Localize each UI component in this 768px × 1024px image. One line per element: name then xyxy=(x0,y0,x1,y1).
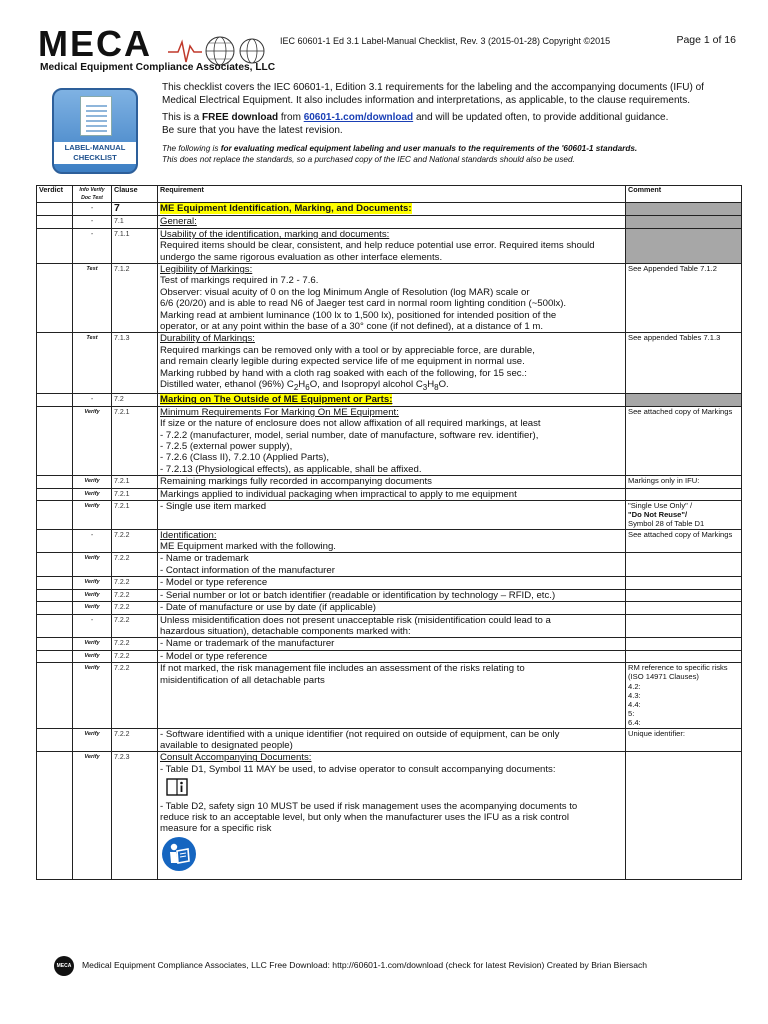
requirement-cell: Markings applied to individual packaging when impractical to apply to me equipment xyxy=(158,488,626,500)
header-comment: Comment xyxy=(626,186,742,203)
info-cell: - xyxy=(73,203,112,216)
clause-cell: 7.2.2 xyxy=(112,663,158,728)
comment-line: 4.4: xyxy=(628,699,641,709)
document-icon xyxy=(80,96,112,136)
requirement-cell xyxy=(158,333,626,394)
comment-cell[interactable] xyxy=(626,614,742,638)
comment-cell[interactable] xyxy=(626,216,742,228)
table-row xyxy=(37,602,742,614)
download-link[interactable]: 60601-1.com/download xyxy=(303,112,414,124)
clause-cell: 7.2.2 xyxy=(112,553,158,577)
requirement-line: hazardous situation), detachable components marked with: xyxy=(160,625,411,637)
chemical-line xyxy=(160,379,449,390)
table-row xyxy=(37,394,742,406)
clause-cell: 7.2.1 xyxy=(112,501,158,530)
verdict-cell[interactable] xyxy=(37,589,73,601)
table-row xyxy=(37,488,742,500)
info-cell: - xyxy=(73,529,112,553)
requirement-cell: - Model or type reference xyxy=(158,577,626,589)
checklist-banner xyxy=(54,142,136,164)
clause-cell: 7.1.3 xyxy=(112,333,158,394)
meca-logo xyxy=(36,23,276,76)
verdict-cell[interactable] xyxy=(37,614,73,638)
table-row xyxy=(37,728,742,752)
requirement-cell xyxy=(158,663,626,728)
info-cell: Verify xyxy=(73,501,112,530)
requirement-title: General: xyxy=(160,216,197,228)
requirement-line: operator, or at any point within the base of a 30° cone (if not defined), at a distance of 1 m. xyxy=(160,321,544,333)
note-text-2: This does not replace the standards, so a purchased copy of the IEC and National standards should also be used. xyxy=(162,154,575,164)
requirement-cell: - Serial number or lot or batch identifier (readable or identification by technology – RFID, etc.) xyxy=(158,589,626,601)
clause-cell: 7.1 xyxy=(112,216,158,228)
chem-sub: 8 xyxy=(434,383,439,392)
comment-cell[interactable] xyxy=(626,203,742,216)
info-cell: - xyxy=(73,228,112,263)
intro-paragraph-2 xyxy=(162,112,722,137)
follow-instructions-sign-icon xyxy=(162,837,196,871)
requirement-cell: - Name or trademark of the manufacturer xyxy=(158,638,626,650)
table-row xyxy=(37,264,742,333)
chem-text: H xyxy=(298,379,306,391)
requirement-title: Identification: xyxy=(160,529,217,541)
table-row xyxy=(37,476,742,488)
comment-cell[interactable] xyxy=(626,501,742,530)
table-row xyxy=(37,228,742,263)
verdict-cell[interactable] xyxy=(37,394,73,406)
info-cell: Test xyxy=(73,333,112,394)
comment-line: "Single Use Only" / xyxy=(628,501,693,511)
table-row xyxy=(37,333,742,394)
info-cell: Verify xyxy=(73,663,112,728)
info-cell: - xyxy=(73,216,112,228)
requirement-cell xyxy=(158,406,626,475)
section-heading: Marking on The Outside of ME Equipment or Parts: xyxy=(160,394,393,406)
page-footer xyxy=(54,956,714,976)
requirement-cell xyxy=(158,529,626,553)
clause-cell: 7.1.2 xyxy=(112,264,158,333)
verdict-cell[interactable] xyxy=(37,501,73,530)
requirement-line: Required markings can be removed only with a tool or by appreciable force, are durable, xyxy=(160,344,535,356)
requirement-line: 6/6 (20/20) and is able to read N6 of Jaeger test card in normal room lighting condition (~500lx). xyxy=(160,298,567,310)
info-cell: Verify xyxy=(73,406,112,475)
chem-sub: 6 xyxy=(305,383,310,392)
comment-line: 4.3: xyxy=(628,690,641,700)
footer-logo: MECA xyxy=(54,956,74,976)
requirement-line: Marking rubbed by hand with a cloth rag soaked with each of the following, for 15 sec.: xyxy=(160,367,527,379)
verdict-cell[interactable] xyxy=(37,529,73,553)
clause-cell: 7.2.2 xyxy=(112,589,158,601)
requirement-line: misidentification of all detachable parts xyxy=(160,674,325,686)
requirement-line: - Table D1, Symbol 11 MAY be used, to advise operator to consult accompanying documents: xyxy=(160,763,556,775)
clause-cell: 7.2.2 xyxy=(112,650,158,662)
clause-cell: 7.2.1 xyxy=(112,488,158,500)
requirement-cell: - Single use item marked xyxy=(158,501,626,530)
chem-sub: 2 xyxy=(293,383,299,392)
requirement-line: - 7.2.6 (Class II), 7.2.10 (Applied Parts), xyxy=(160,452,330,464)
comment-cell[interactable] xyxy=(626,752,742,880)
banner-line-2: CHECKLIST xyxy=(73,153,117,162)
intro-text-span: and will be updated often, to provide additional guidance. xyxy=(413,112,669,124)
requirement-line: - Name or trademark xyxy=(160,553,249,565)
requirement-line: Test of markings required in 7.2 - 7.6. xyxy=(160,275,319,287)
comment-line: RM reference to specific risks xyxy=(628,663,728,673)
comment-line: 4.2: xyxy=(628,681,641,691)
clause-cell: 7.2.2 xyxy=(112,614,158,638)
info-cell: Verify xyxy=(73,476,112,488)
verdict-cell[interactable] xyxy=(37,752,73,880)
verdict-cell[interactable] xyxy=(37,553,73,577)
chem-text: Distilled water, ethanol (96%) C xyxy=(160,379,294,391)
info-cell: Verify xyxy=(73,638,112,650)
header-info: Info Verify Doc Test xyxy=(73,186,112,203)
intro-text-span: from xyxy=(278,112,304,124)
intro-text-span: This is a xyxy=(162,112,203,124)
intro-note xyxy=(162,144,722,165)
requirement-line: If not marked, the risk management file includes an assessment of the risks relating to xyxy=(160,663,525,675)
requirement-cell xyxy=(158,216,626,228)
comment-line: "Do Not Reuse"/ xyxy=(628,510,688,520)
table-row xyxy=(37,589,742,601)
table-row xyxy=(37,650,742,662)
requirement-line: - Contact information of the manufacturer xyxy=(160,564,335,576)
requirement-cell xyxy=(158,553,626,577)
clause-cell: 7.2 xyxy=(112,394,158,406)
comment-cell[interactable]: See attached copy of Markings xyxy=(626,406,742,475)
table-header-row xyxy=(37,186,742,203)
comment-line: (ISO 14971 Clauses) xyxy=(628,672,699,682)
verdict-cell[interactable] xyxy=(37,406,73,475)
comment-line: Symbol 28 of Table D1 xyxy=(628,519,705,529)
table-row xyxy=(37,501,742,530)
requirement-line: available to designated people) xyxy=(160,739,293,751)
requirement-line: reduce risk to an acceptable level, but only when the manufacturer uses the IFU as a risk control xyxy=(160,812,570,823)
chem-text: O. xyxy=(438,379,449,391)
info-cell: Test xyxy=(73,264,112,333)
comment-cell[interactable]: Markings only in IFU: xyxy=(626,476,742,488)
requirement-line: - Table D2, safety sign 10 MUST be used if risk management uses the acompanying documents to xyxy=(160,800,578,812)
free-download-label: FREE download xyxy=(202,112,279,124)
requirement-text: ME Equipment marked with the following. xyxy=(160,541,336,553)
section-heading: ME Equipment Identification, Marking, and Documents: xyxy=(160,203,412,214)
header-requirement: Requirement xyxy=(158,186,626,203)
clause-cell: 7.2.2 xyxy=(112,638,158,650)
requirement-title: Usability of the identification, marking and documents: xyxy=(160,228,390,240)
comment-cell[interactable] xyxy=(626,228,742,263)
table-row xyxy=(37,638,742,650)
comment-cell[interactable] xyxy=(626,650,742,662)
comment-cell[interactable] xyxy=(626,663,742,728)
verdict-cell[interactable] xyxy=(37,663,73,728)
clause-cell: 7.2.1 xyxy=(112,406,158,475)
requirement-cell: Remaining markings fully recorded in accompanying documents xyxy=(158,476,626,488)
requirement-title: Consult Accompanying Documents: xyxy=(160,752,312,764)
requirement-cell xyxy=(158,752,626,880)
info-cell: Verify xyxy=(73,650,112,662)
requirement-cell: - Model or type reference xyxy=(158,650,626,662)
requirement-text: Required items should be clear, consistent, and help reduce potential use error. Required items should undergo the same rigorous evaluation as other interface elements. xyxy=(160,240,595,263)
document-title: IEC 60601-1 Ed 3.1 Label-Manual Checklist, Rev. 3 (2015-01-28) Copyright ©2015 xyxy=(280,36,611,46)
chem-sub: 3 xyxy=(422,383,428,392)
page-header xyxy=(36,23,740,82)
header-verdict: Verdict xyxy=(37,186,73,203)
consult-instructions-icon xyxy=(166,777,188,797)
clause-cell: 7.2.1 xyxy=(112,476,158,488)
table-row xyxy=(37,553,742,577)
requirement-line: measure for a specific risk xyxy=(160,823,272,835)
verdict-cell[interactable] xyxy=(37,650,73,662)
requirement-cell: - Date of manufacture or use by date (if applicable) xyxy=(158,602,626,614)
verdict-cell[interactable] xyxy=(37,228,73,263)
requirement-line: - 7.2.5 (external power supply), xyxy=(160,441,293,453)
requirement-cell xyxy=(158,228,626,263)
comment-cell[interactable]: See appended Tables 7.1.3 xyxy=(626,333,742,394)
requirement-cell xyxy=(158,203,626,216)
table-row xyxy=(37,216,742,228)
verdict-cell[interactable] xyxy=(37,728,73,752)
comment-cell[interactable]: Unique identifier: xyxy=(626,728,742,752)
clause-number: 7 xyxy=(114,202,120,214)
note-text: The following is xyxy=(162,144,221,154)
verdict-cell[interactable] xyxy=(37,216,73,228)
verdict-cell[interactable] xyxy=(37,203,73,216)
intro-paragraph-3: Be sure that you have the latest revision. xyxy=(162,124,343,136)
verdict-cell[interactable] xyxy=(37,602,73,614)
clause-cell: 7.2.2 xyxy=(112,529,158,553)
comment-line: 5: xyxy=(628,709,635,719)
table-row xyxy=(37,752,742,880)
requirement-cell xyxy=(158,614,626,638)
verdict-cell[interactable] xyxy=(37,264,73,333)
table-row xyxy=(37,663,742,728)
requirement-cell xyxy=(158,264,626,333)
clause-cell: 7.1.1 xyxy=(112,228,158,263)
requirement-line: and remain clearly legible during expected service life of me equipment in normal use. xyxy=(160,356,525,368)
requirement-line: Marking read at ambient luminance (100 lx to 1,500 lx), positioned for intended position of the xyxy=(160,309,557,321)
checklist-table xyxy=(36,185,742,880)
requirement-cell xyxy=(158,728,626,752)
verdict-cell[interactable] xyxy=(37,476,73,488)
verdict-cell[interactable] xyxy=(37,577,73,589)
info-cell: - xyxy=(73,394,112,406)
requirement-line: - 7.2.2 (manufacturer, model, serial number, date of manufacture, software rev. identifier), xyxy=(160,429,539,441)
requirement-line: Unless misidentification does not present unacceptable risk (misidentification could lead to a xyxy=(160,614,551,626)
clause-cell: 7.2.3 xyxy=(112,752,158,880)
clause-cell: 7.2.2 xyxy=(112,602,158,614)
label-manual-checklist-icon xyxy=(52,88,138,174)
header-clause: Clause xyxy=(112,186,158,203)
requirement-title: Durability of Markings: xyxy=(160,333,255,345)
info-cell: Verify xyxy=(73,752,112,880)
comment-cell[interactable] xyxy=(626,638,742,650)
comment-cell[interactable]: See Appended Table 7.1.2 xyxy=(626,264,742,333)
banner-line-1: LABEL-MANUAL xyxy=(64,143,126,152)
info-cell: - xyxy=(73,614,112,638)
verdict-cell[interactable] xyxy=(37,638,73,650)
verdict-cell[interactable] xyxy=(37,488,73,500)
requirement-line: - Software identified with a unique identifier (not required on outside of equipment, can be only xyxy=(160,728,560,740)
comment-cell[interactable] xyxy=(626,488,742,500)
clause-cell xyxy=(112,203,158,216)
logo-wordmark: MECA xyxy=(38,23,152,64)
info-cell: Verify xyxy=(73,553,112,577)
comment-cell[interactable] xyxy=(626,602,742,614)
logo-subtitle: Medical Equipment Compliance Associates, LLC xyxy=(40,62,276,73)
info-cell: Verify xyxy=(73,728,112,752)
requirement-line: Observer: visual acuity of 0 on the log Minimum Angle of Resolution (log MAR) scale or xyxy=(160,286,530,298)
chem-text: O, and Isopropyl alcohol C xyxy=(309,379,423,391)
note-bold-text: for evaluating medical equipment labeling and user manuals to the requirements of the '60601-1 standards. xyxy=(220,144,638,154)
intro-text xyxy=(162,82,722,171)
comment-cell[interactable] xyxy=(626,589,742,601)
comment-cell[interactable] xyxy=(626,394,742,406)
info-cell: Verify xyxy=(73,602,112,614)
intro-paragraph-1: This checklist covers the IEC 60601-1, Edition 3.1 requirements for the labeling and the accompanying documents (IFU) of Medical Electrical Equipment. It also includes information and interpretations, as applicable, to the clause requirements. xyxy=(162,82,704,106)
requirement-line: If size or the nature of enclosure does not allow affixation of all required markings, at least xyxy=(160,418,541,430)
requirement-cell xyxy=(158,394,626,406)
footer-text: Medical Equipment Compliance Associates, LLC Free Download: http://60601-1.com/download (check for latest Revision) Created by Brian Biersach xyxy=(82,960,648,970)
requirement-title: Legibility of Markings: xyxy=(160,264,253,276)
page-number: Page 1 of 16 xyxy=(676,34,736,46)
info-cell: Verify xyxy=(73,589,112,601)
chem-text: H xyxy=(427,379,435,391)
table-row xyxy=(37,577,742,589)
table-row xyxy=(37,529,742,553)
requirement-line: - 7.2.13 (Physiological effects), as applicable, shall be affixed. xyxy=(160,463,422,475)
comment-cell[interactable]: See attached copy of Markings xyxy=(626,529,742,553)
comment-line: 6.4: xyxy=(628,718,641,728)
info-cell: Verify xyxy=(73,577,112,589)
requirement-title: Minimum Requirements For Marking On ME Equipment: xyxy=(160,406,399,418)
verdict-cell[interactable] xyxy=(37,333,73,394)
clause-cell: 7.2.2 xyxy=(112,728,158,752)
comment-cell[interactable] xyxy=(626,553,742,577)
info-cell: Verify xyxy=(73,488,112,500)
table-row xyxy=(37,614,742,638)
table-row xyxy=(37,203,742,216)
comment-cell[interactable] xyxy=(626,577,742,589)
clause-cell: 7.2.2 xyxy=(112,577,158,589)
table-row xyxy=(37,406,742,475)
